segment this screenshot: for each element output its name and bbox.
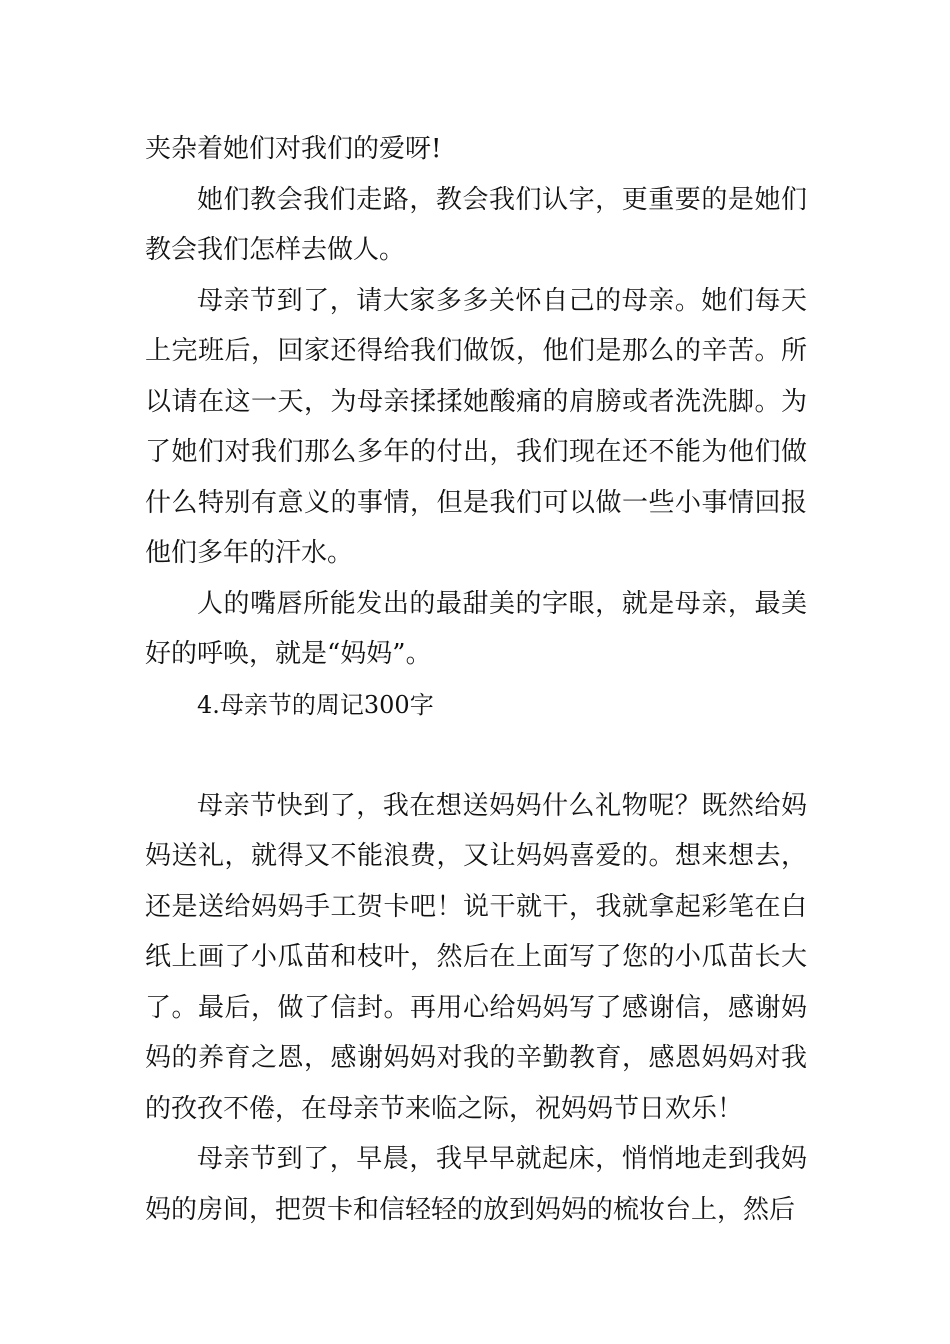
paragraph: 人的嘴唇所能发出的最甜美的字眼，就是母亲，最美好的呼唤，就是“妈妈”。 [145,588,807,669]
paragraph: 母亲节到了，早晨，我早早就起床，悄悄地走到我妈妈的房间，把贺卡和信轻轻的放到妈妈的梳妆台上，然后 [145,1144,807,1225]
section-heading: 4.母亲节的周记300字 [197,690,434,719]
paragraph-continuation: 夹杂着她们对我们的爱呀! [145,134,442,164]
paragraph: 母亲节到了，请大家多多关怀自己的母亲。她们每天上完班后，回家还得给我们做饭，他们是那么的辛苦。所以请在这一天，为母亲揉揉她酸痛的肩膀或者洗洗脚。为了她们对我们那么多年的付出，我们现在还不能为他们做什么特别有意义的事情，但是我们可以做一些小事情回报他们多年的汗水。 [145,285,807,568]
blank-line [145,730,807,781]
paragraph: 她们教会我们走路，教会我们认字，更重要的是她们教会我们怎样去做人。 [145,184,807,265]
document-body [145,124,807,1235]
paragraph: 母亲节快到了，我在想送妈妈什么礼物呢？既然给妈妈送礼，就得又不能浪费，又让妈妈喜爱的。想来想去，还是送给妈妈手工贺卡吧！说干就干，我就拿起彩笔在白纸上画了小瓜苗和枝叶，然后在上面写了您的小瓜苗长大了。最后，做了信封。再用心给妈妈写了感谢信，感谢妈妈的养育之恩，感谢妈妈对我的辛勤教育，感恩妈妈对我的孜孜不倦，在母亲节来临之际，祝妈妈节日欢乐！ [145,790,807,1124]
